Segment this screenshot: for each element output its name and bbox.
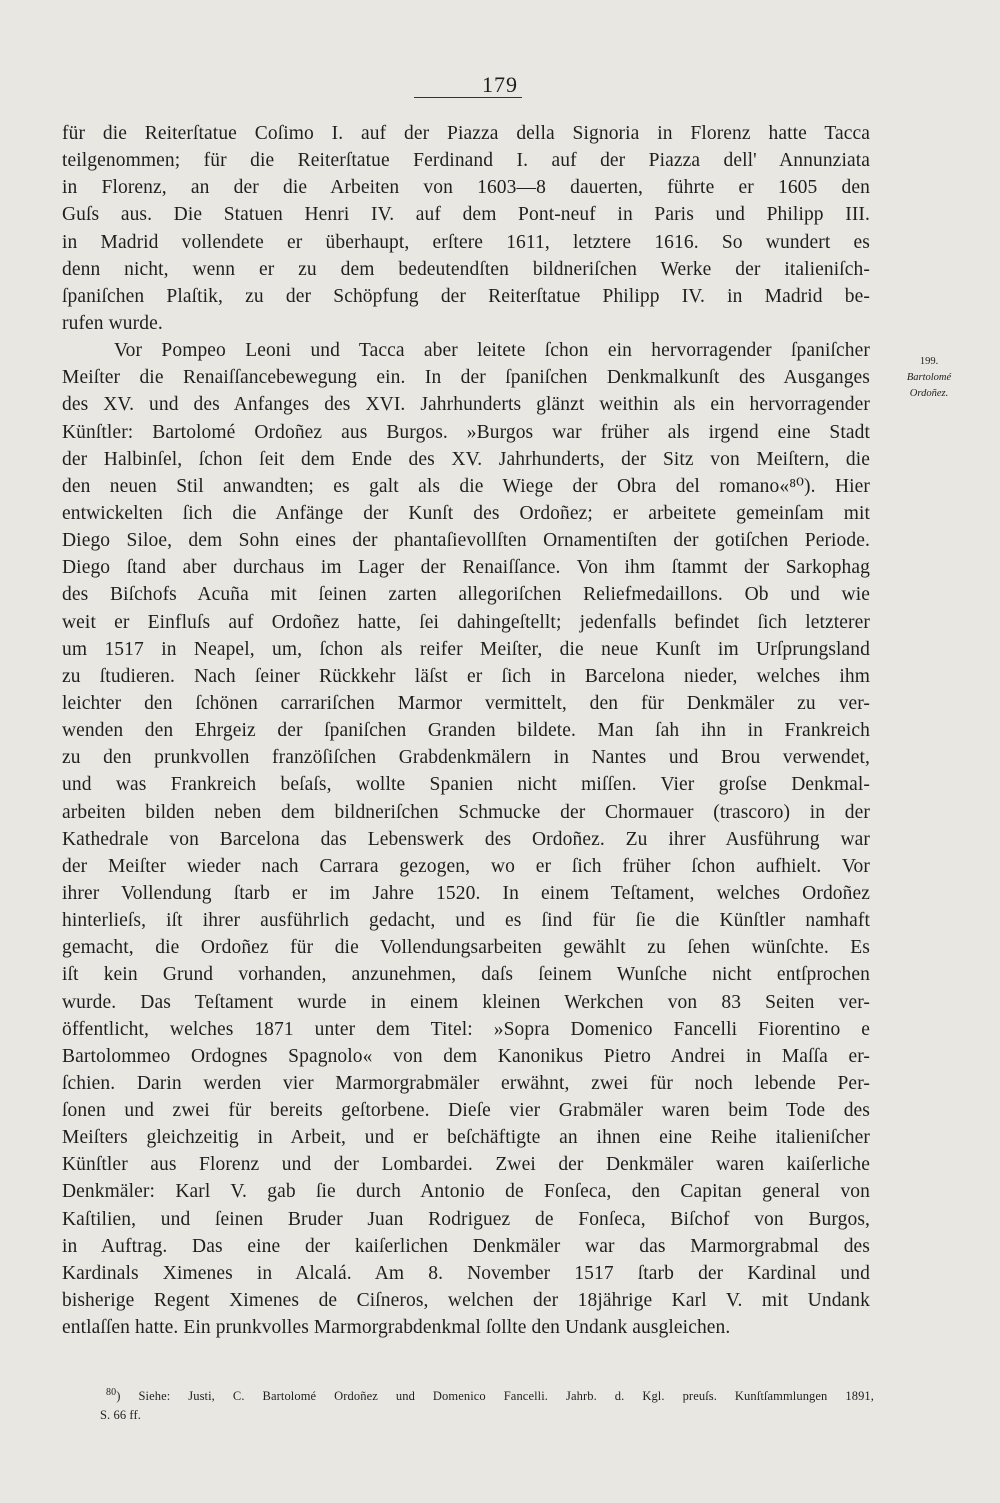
marginal-note-name-line1: Bartolomé [906, 372, 952, 383]
page-number: 179 [482, 72, 518, 97]
text-line: wenden den Ehrgeiz der ſpaniſchen Granden bildete. Man ſah ihn in Frankreich [62, 720, 870, 742]
text-line: für die Reiterſtatue Coſimo I. auf der Piazza della Signoria in Florenz hatte Tacca [62, 123, 870, 144]
text-line: ſchien. Darin werden vier Marmorgrabmäler erwähnt, zwei für noch lebende Per- [62, 1072, 870, 1094]
text-line: in Florenz, an der die Arbeiten von 1603—8 dauerten, führte er 1605 den [62, 177, 870, 199]
text-line: arbeiten bilden neben dem bildneriſchen Schmucke der Chormauer (trascoro) in der [62, 801, 870, 823]
text-line: Künſtler aus Florenz und der Lombardei. Zwei der Denkmäler waren kaiſerliche [62, 1154, 870, 1176]
text-line: hinterlieſs, iſt ihrer ausführlich gedacht, und es ſind für ſie die Künſtler namhaft [62, 910, 870, 932]
footnote [100, 1382, 874, 1426]
text-line: wurde. Das Teſtament wurde in einem kleinen Werkchen von 83 Seiten ver- [62, 991, 870, 1013]
footnote-text-1: ) Siehe: Justi, C. Bartolomé Ordoñez und Domenico Fancelli. Jahrb. d. Kgl. preuſs. Kunſtſammlungen 1891, [116, 1389, 874, 1404]
text-line: iſt kein Grund vorhanden, anzunehmen, daſs ſeinem Wunſche nicht entſprochen [62, 964, 870, 986]
text-line: Meiſter die Renaiſſancebewegung ein. In der ſpaniſchen Denkmalkunſt des Ausganges [62, 367, 870, 389]
marginal-note-number: 199. [919, 356, 939, 367]
text-line: des XV. und des Anfanges des XVI. Jahrhunderts glänzt weithin als ein hervorragender [62, 394, 870, 416]
footnote-line-2: S. 66 ff. [100, 1408, 141, 1422]
text-line: rufen wurde. [62, 312, 163, 334]
text-line: der Meiſter wieder nach Carrara gezogen, wo er ſich früher ſchon aufhielt. Vor [62, 855, 870, 877]
marginal-note [893, 354, 965, 402]
body-text [62, 120, 870, 1341]
text-line: Meiſters gleichzeitig in Arbeit, und er beſchäftigte an ihnen eine Reihe italieniſcher [62, 1127, 870, 1149]
text-line: Guſs aus. Die Statuen Henri IV. auf dem Pont-neuf in Paris und Philipp III. [62, 204, 870, 226]
text-line: Denkmäler: Karl V. gab ſie durch Antonio de Fonſeca, den Capitan general von [62, 1181, 870, 1203]
text-line: bisherige Regent Ximenes de Ciſneros, welchen der 18jährige Karl V. mit Undank [62, 1290, 870, 1312]
text-line: entwickelten ſich die Anfänge der Kunſt des Ordoñez; er arbeitete gemeinſam mit [62, 502, 870, 524]
text-line: teilgenommen; für die Reiterſtatue Ferdinand I. auf der Piazza dell' Annunziata [62, 150, 870, 172]
text-line: Vor Pompeo Leoni und Tacca aber leitete ſchon ein hervorragender ſpaniſcher [114, 340, 870, 362]
footnote-line-1 [106, 1382, 874, 1404]
text-line: leichter den ſchönen carrariſchen Marmor vermittelt, den für Denkmäler zu ver- [62, 692, 870, 714]
text-line: Kathedrale von Barcelona das Lebenswerk des Ordoñez. Zu ihrer Ausführung war [62, 828, 870, 850]
footnote-marker: 80 [106, 1387, 117, 1398]
text-line: in Auftrag. Das eine der kaiſerlichen Denkmäler war das Marmorgrabmal des [62, 1235, 870, 1257]
text-line: des Biſchofs Acuña mit ſeinen zarten allegoriſchen Reliefmedaillons. Ob und wie [62, 584, 870, 606]
text-line: und was Frankreich beſaſs, wollte Spanien nicht miſſen. Vier groſse Denkmal- [62, 774, 870, 796]
text-line: Kardinals Ximenes in Alcalá. Am 8. November 1517 ſtarb der Kardinal und [62, 1262, 870, 1284]
text-line: ihrer Vollendung ſtarb er im Jahre 1520. In einem Teſtament, welches Ordoñez [62, 882, 870, 904]
text-line: in Madrid vollendete er überhaupt, erſtere 1611, letztere 1616. So wundert es [62, 231, 870, 253]
text-line: um 1517 in Neapel, um, ſchon als reifer Meiſter, die neue Kunſt im Urſprungsland [62, 638, 870, 660]
text-line: weit er Einfluſs auf Ordoñez hatte, ſei dahingeſtellt; jedenfalls befindet ſich letzterer [62, 611, 870, 633]
text-line: zu ſtudieren. Nach ſeiner Rückkehr läſst er ſich in Barcelona nieder, welches ihm [62, 665, 870, 687]
marginal-note-name-line2: Ordoñez. [909, 388, 949, 399]
text-line: ſonen und zwei für bereits geſtorbene. Dieſe vier Grabmäler waren beim Tode des [62, 1100, 870, 1122]
text-line: entlaſſen hatte. Ein prunkvolles Marmorgrabdenkmal ſollte den Undank ausgleichen. [62, 1317, 731, 1339]
text-line: Kaſtilien, und ſeinen Bruder Juan Rodriguez de Fonſeca, Biſchof von Burgos, [62, 1208, 870, 1230]
text-line: Bartolommeo Ordognes Spagnolo« von dem Kanonikus Pietro Andrei in Maſſa er- [62, 1045, 870, 1067]
text-line: denn nicht, wenn er zu dem bedeutendſten bildneriſchen Werke der italieniſch- [62, 258, 870, 280]
text-line: gemacht, die Ordoñez für die Vollendungsarbeiten gewählt zu ſehen wünſchte. Es [62, 937, 870, 959]
text-line: Diego Siloe, dem Sohn eines der phantaſievollſten Ornamentiſten der gotiſchen Periode. [62, 530, 870, 552]
page-number-rule [414, 97, 522, 98]
text-line: der Halbinſel, ſchon ſeit dem Ende des XV. Jahrhunderts, der Sitz von Meiſtern, die [62, 448, 870, 470]
text-line: Diego ſtand aber durchaus im Lager der Renaiſſance. Von ihm ſtammt der Sarkophag [62, 557, 870, 579]
text-line: öffentlicht, welches 1871 unter dem Titel: »Sopra Domenico Fancelli Fiorentino e [62, 1018, 870, 1040]
text-line: ſpaniſchen Plaſtik, zu der Schöpfung der Reiterſtatue Philipp IV. in Madrid be- [62, 285, 870, 307]
text-line: den neuen Stil anwandten; es galt als die Wiege der Obra del romano«⁸⁰). Hier [62, 475, 870, 497]
text-line: zu den prunkvollen franzöſiſchen Grabdenkmälern in Nantes und Brou verwendet, [62, 747, 870, 769]
text-line: Künſtler: Bartolomé Ordoñez aus Burgos. »Burgos war früher als irgend eine Stadt [62, 421, 870, 443]
